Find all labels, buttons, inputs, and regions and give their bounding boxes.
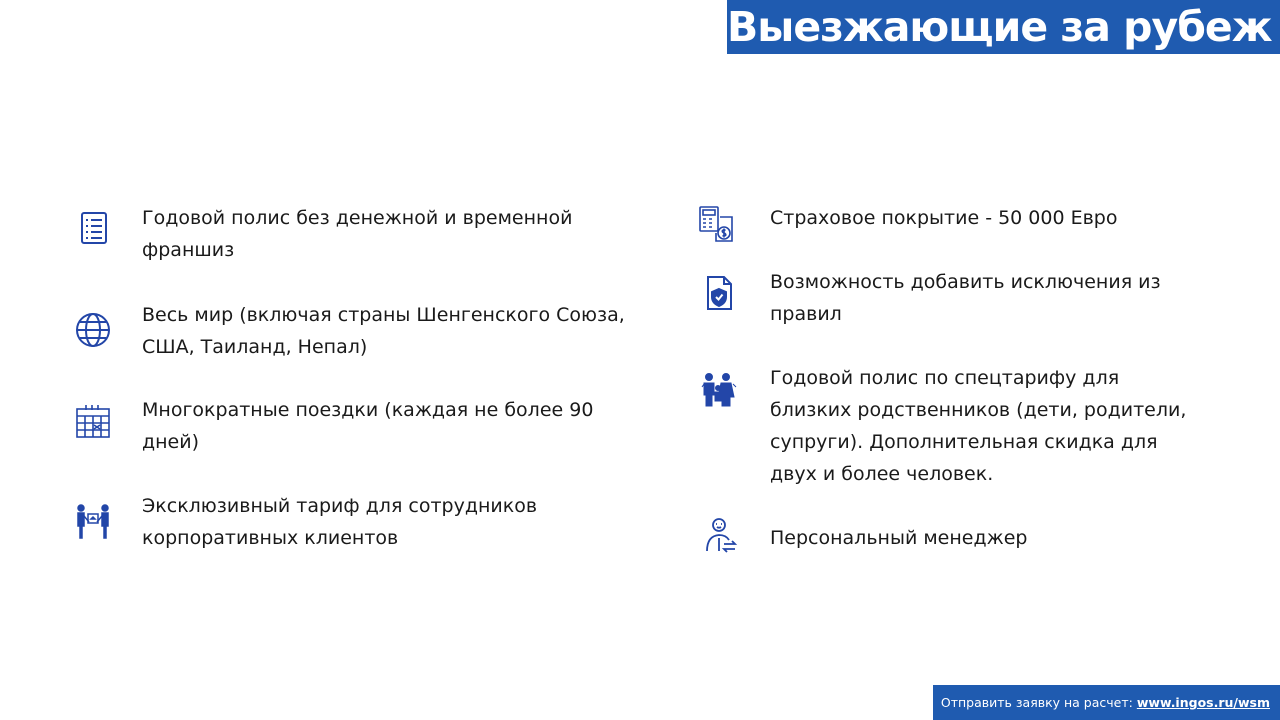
feature-text: Весь мир (включая страны Шенгенского Союза, США, Таиланд, Непал) [142, 304, 625, 358]
footer-link[interactable]: www.ingos.ru/wsm [1136, 695, 1270, 710]
feature-text: Годовой полис без денежной и временной франшиз [142, 207, 573, 261]
feature-text: Страховое покрытие - 50 000 Евро [770, 207, 1118, 229]
manager-icon [702, 516, 740, 554]
feature-text: Многократные поездки (каждая не более 90 дней) [142, 399, 594, 453]
footer-bar [933, 685, 1280, 720]
globe-icon [74, 311, 112, 349]
people-deal-icon [74, 502, 112, 540]
feature-text: Годовой полис по спецтарифу для близких родственников (дети, родители, супруги). Дополнительная скидка для двух и более человек. [770, 367, 1187, 485]
calendar-icon [74, 402, 112, 440]
calculator-money-icon [698, 205, 736, 243]
feature-text: Эксклюзивный тариф для сотрудников корпоративных клиентов [142, 495, 538, 549]
footer-label: Отправить заявку на расчет: [940, 695, 1133, 710]
page-title: Выезжающие за рубеж [727, 0, 1280, 54]
shield-document-icon [700, 274, 738, 312]
feature-text: Возможность добавить исключения из правил [770, 271, 1161, 325]
checklist-icon [75, 209, 113, 247]
family-icon [700, 371, 738, 409]
feature-text: Персональный менеджер [770, 527, 1028, 549]
